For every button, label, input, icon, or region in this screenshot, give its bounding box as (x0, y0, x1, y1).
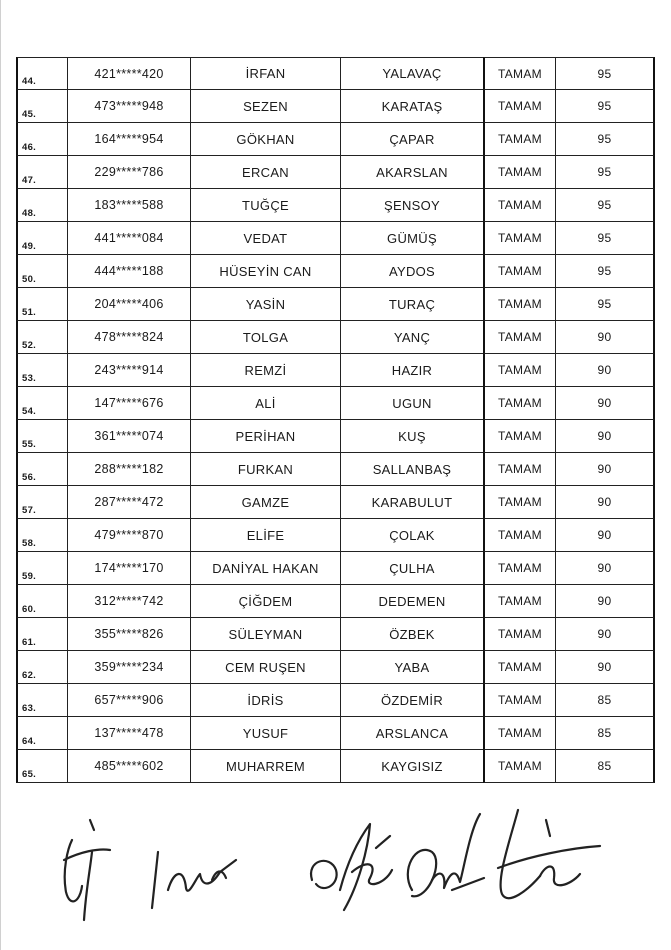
status: TAMAM (483, 354, 555, 387)
id-number: 478*****824 (67, 321, 190, 354)
id-number: 174*****170 (67, 552, 190, 585)
id-number: 204*****406 (67, 288, 190, 321)
last-name: KARATAŞ (340, 90, 483, 123)
row-number: 59. (16, 552, 67, 585)
id-number: 229*****786 (67, 156, 190, 189)
last-name: YANÇ (340, 321, 483, 354)
table-row (16, 321, 655, 354)
last-name: UGUN (340, 387, 483, 420)
last-name: KAYGISIZ (340, 750, 483, 783)
status: TAMAM (483, 552, 555, 585)
last-name: YABA (340, 651, 483, 684)
row-number: 55. (16, 420, 67, 453)
score: 90 (555, 585, 655, 618)
status: TAMAM (483, 123, 555, 156)
first-name: GÖKHAN (190, 123, 340, 156)
last-name: ÖZBEK (340, 618, 483, 651)
last-name: ÇOLAK (340, 519, 483, 552)
id-number: 164*****954 (67, 123, 190, 156)
row-number: 62. (16, 651, 67, 684)
status: TAMAM (483, 717, 555, 750)
table-row (16, 156, 655, 189)
id-number: 657*****906 (67, 684, 190, 717)
score: 95 (555, 222, 655, 255)
status: TAMAM (483, 90, 555, 123)
table-row (16, 222, 655, 255)
row-number: 44. (16, 57, 67, 90)
last-name: KARABULUT (340, 486, 483, 519)
score: 90 (555, 420, 655, 453)
row-number: 49. (16, 222, 67, 255)
id-number: 359*****234 (67, 651, 190, 684)
row-number: 58. (16, 519, 67, 552)
table-row (16, 717, 655, 750)
signature-3 (311, 824, 392, 910)
score: 90 (555, 486, 655, 519)
last-name: DEDEMEN (340, 585, 483, 618)
row-number: 46. (16, 123, 67, 156)
status: TAMAM (483, 486, 555, 519)
first-name: REMZİ (190, 354, 340, 387)
status: TAMAM (483, 321, 555, 354)
first-name: SEZEN (190, 90, 340, 123)
first-name: CEM RUŞEN (190, 651, 340, 684)
status: TAMAM (483, 288, 555, 321)
id-number: 479*****870 (67, 519, 190, 552)
results-table (16, 57, 655, 783)
page-edge (0, 0, 1, 950)
first-name: DANİYAL HAKAN (190, 552, 340, 585)
last-name: TURAÇ (340, 288, 483, 321)
table-row (16, 585, 655, 618)
id-number: 444*****188 (67, 255, 190, 288)
table-row (16, 519, 655, 552)
table-row (16, 288, 655, 321)
first-name: PERİHAN (190, 420, 340, 453)
status: TAMAM (483, 750, 555, 783)
last-name: YALAVAÇ (340, 57, 483, 90)
id-number: 183*****588 (67, 189, 190, 222)
first-name: MUHARREM (190, 750, 340, 783)
id-number: 137*****478 (67, 717, 190, 750)
last-name: HAZIR (340, 354, 483, 387)
last-name: ÖZDEMİR (340, 684, 483, 717)
table-row (16, 486, 655, 519)
table-row (16, 684, 655, 717)
status: TAMAM (483, 189, 555, 222)
score: 95 (555, 255, 655, 288)
signatures-image (40, 790, 640, 930)
id-number: 473*****948 (67, 90, 190, 123)
id-number: 421*****420 (67, 57, 190, 90)
row-number: 57. (16, 486, 67, 519)
table-row (16, 387, 655, 420)
first-name: TOLGA (190, 321, 340, 354)
signature-1 (64, 820, 110, 920)
first-name: YUSUF (190, 717, 340, 750)
table-row (16, 57, 655, 90)
table-row (16, 420, 655, 453)
first-name: ÇİĞDEM (190, 585, 340, 618)
last-name: AYDOS (340, 255, 483, 288)
score: 85 (555, 750, 655, 783)
status: TAMAM (483, 255, 555, 288)
score: 90 (555, 453, 655, 486)
signature-area (40, 790, 640, 930)
score: 90 (555, 519, 655, 552)
row-number: 48. (16, 189, 67, 222)
row-number: 50. (16, 255, 67, 288)
table-row (16, 750, 655, 783)
table-row (16, 618, 655, 651)
id-number: 243*****914 (67, 354, 190, 387)
first-name: HÜSEYİN CAN (190, 255, 340, 288)
status: TAMAM (483, 651, 555, 684)
first-name: TUĞÇE (190, 189, 340, 222)
table-row (16, 552, 655, 585)
table-row (16, 189, 655, 222)
table-row (16, 453, 655, 486)
score: 90 (555, 321, 655, 354)
first-name: ALİ (190, 387, 340, 420)
last-name: ARSLANCA (340, 717, 483, 750)
table-body (16, 57, 655, 783)
first-name: ERCAN (190, 156, 340, 189)
last-name: ŞENSOY (340, 189, 483, 222)
first-name: İDRİS (190, 684, 340, 717)
status: TAMAM (483, 684, 555, 717)
last-name: ÇAPAR (340, 123, 483, 156)
first-name: SÜLEYMAN (190, 618, 340, 651)
score: 95 (555, 189, 655, 222)
id-number: 441*****084 (67, 222, 190, 255)
table-row (16, 123, 655, 156)
status: TAMAM (483, 453, 555, 486)
status: TAMAM (483, 156, 555, 189)
status: TAMAM (483, 387, 555, 420)
score: 95 (555, 57, 655, 90)
score: 90 (555, 618, 655, 651)
signature-4 (408, 814, 484, 896)
id-number: 312*****742 (67, 585, 190, 618)
first-name: YASİN (190, 288, 340, 321)
row-number: 63. (16, 684, 67, 717)
last-name: KUŞ (340, 420, 483, 453)
status: TAMAM (483, 585, 555, 618)
status: TAMAM (483, 222, 555, 255)
status: TAMAM (483, 57, 555, 90)
table-row (16, 255, 655, 288)
row-number: 51. (16, 288, 67, 321)
row-number: 56. (16, 453, 67, 486)
id-number: 288*****182 (67, 453, 190, 486)
row-number: 60. (16, 585, 67, 618)
score: 95 (555, 288, 655, 321)
status: TAMAM (483, 519, 555, 552)
row-number: 52. (16, 321, 67, 354)
last-name: AKARSLAN (340, 156, 483, 189)
id-number: 361*****074 (67, 420, 190, 453)
score: 85 (555, 684, 655, 717)
row-number: 47. (16, 156, 67, 189)
last-name: SALLANBAŞ (340, 453, 483, 486)
status: TAMAM (483, 420, 555, 453)
score: 90 (555, 552, 655, 585)
first-name: FURKAN (190, 453, 340, 486)
id-number: 287*****472 (67, 486, 190, 519)
first-name: GAMZE (190, 486, 340, 519)
first-name: İRFAN (190, 57, 340, 90)
row-number: 54. (16, 387, 67, 420)
score: 90 (555, 354, 655, 387)
score: 90 (555, 387, 655, 420)
first-name: ELİFE (190, 519, 340, 552)
score: 90 (555, 651, 655, 684)
score: 85 (555, 717, 655, 750)
id-number: 355*****826 (67, 618, 190, 651)
score: 95 (555, 90, 655, 123)
last-name: GÜMÜŞ (340, 222, 483, 255)
row-number: 65. (16, 750, 67, 783)
row-number: 53. (16, 354, 67, 387)
row-number: 61. (16, 618, 67, 651)
first-name: VEDAT (190, 222, 340, 255)
table-row (16, 90, 655, 123)
signature-5 (498, 810, 600, 898)
table-row (16, 354, 655, 387)
id-number: 147*****676 (67, 387, 190, 420)
last-name: ÇULHA (340, 552, 483, 585)
score: 95 (555, 156, 655, 189)
row-number: 64. (16, 717, 67, 750)
score: 95 (555, 123, 655, 156)
row-number: 45. (16, 90, 67, 123)
signature-2 (152, 852, 236, 908)
table-row (16, 651, 655, 684)
status: TAMAM (483, 618, 555, 651)
id-number: 485*****602 (67, 750, 190, 783)
